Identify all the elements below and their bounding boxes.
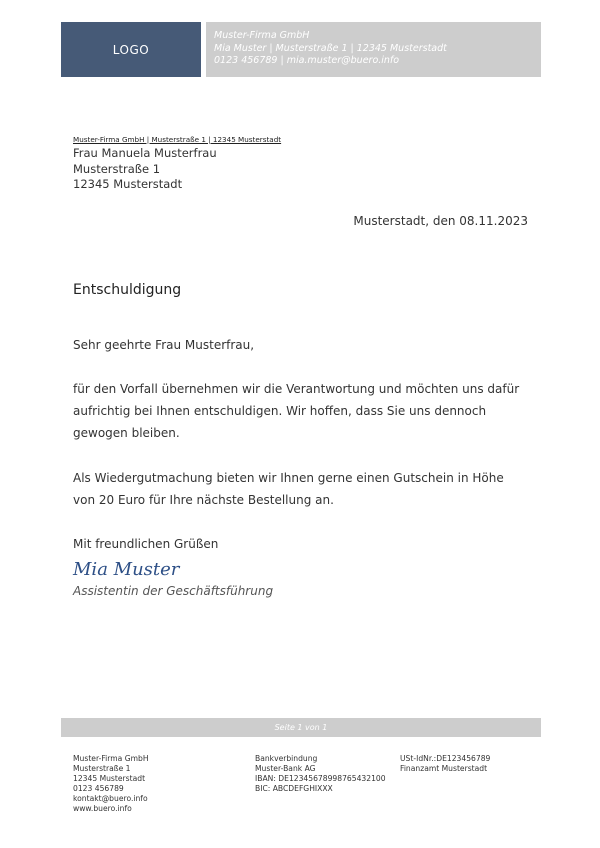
footer-line: IBAN: DE12345678998765432100 (255, 774, 386, 783)
letterhead-contact (206, 22, 541, 77)
page-number-bar (61, 718, 541, 737)
closing-phrase: Mit freundlichen Grüßen (73, 537, 219, 551)
body-paragraph-1: für den Vorfall übernehmen wir die Verantwortung und möchten uns dafür aufrichtig bei Ihnen entschuldigen. Wir hoffen, dass Sie uns dennoch gewogen bleiben. (73, 382, 520, 440)
body-paragraph-2: Als Wiedergutmachung bieten wir Ihnen gerne einen Gutschein in Höhe von 20 Euro für Ihre nächste Bestellung an. (73, 471, 504, 507)
footer-tax-info (400, 754, 490, 774)
salutation: Sehr geehrte Frau Musterfrau, (73, 338, 255, 352)
footer-line: Muster-Firma GmbH (73, 754, 149, 763)
signature-role: Assistentin der Geschäftsführung (73, 584, 274, 598)
recipient-city: 12345 Musterstadt (73, 177, 183, 191)
footer-line: 12345 Musterstadt (73, 774, 146, 783)
recipient-name: Frau Manuela Musterfrau (73, 146, 217, 160)
page-number: Seite 1 von 1 (274, 723, 328, 732)
letter-subject: Entschuldigung (73, 282, 182, 298)
company-name: Muster-Firma GmbH (214, 30, 310, 41)
footer-company-info (73, 754, 149, 814)
footer-line: kontakt@buero.info (73, 794, 148, 803)
footer-line: www.buero.info (73, 804, 132, 813)
phone-email-line: 0123 456789 | mia.muster@buero.info (214, 55, 400, 66)
logo-placeholder (61, 22, 201, 77)
footer-line: Musterstraße 1 (73, 764, 131, 773)
footer-line: USt-IdNr.:DE123456789 (400, 754, 491, 763)
footer-line: BIC: ABCDEFGHIXXX (255, 784, 333, 793)
footer-bank-info (255, 754, 386, 794)
recipient-street: Musterstraße 1 (73, 161, 161, 176)
letter-date: Musterstadt, den 08.11.2023 (353, 214, 528, 228)
handwritten-signature: Mia Muster (73, 559, 180, 580)
logo-text: LOGO (112, 42, 150, 57)
footer-line: Bankverbindung (255, 754, 318, 763)
sender-return-address: Muster-Firma GmbH | Musterstraße 1 | 12345 Musterstadt (73, 135, 282, 144)
footer-line: 0123 456789 (73, 784, 124, 793)
footer-line: Muster-Bank AG (255, 764, 316, 773)
footer-line: Finanzamt Musterstadt (400, 764, 488, 773)
recipient-address (73, 146, 217, 193)
contact-line: Mia Muster | Musterstraße 1 | 12345 Musterstadt (214, 42, 447, 54)
